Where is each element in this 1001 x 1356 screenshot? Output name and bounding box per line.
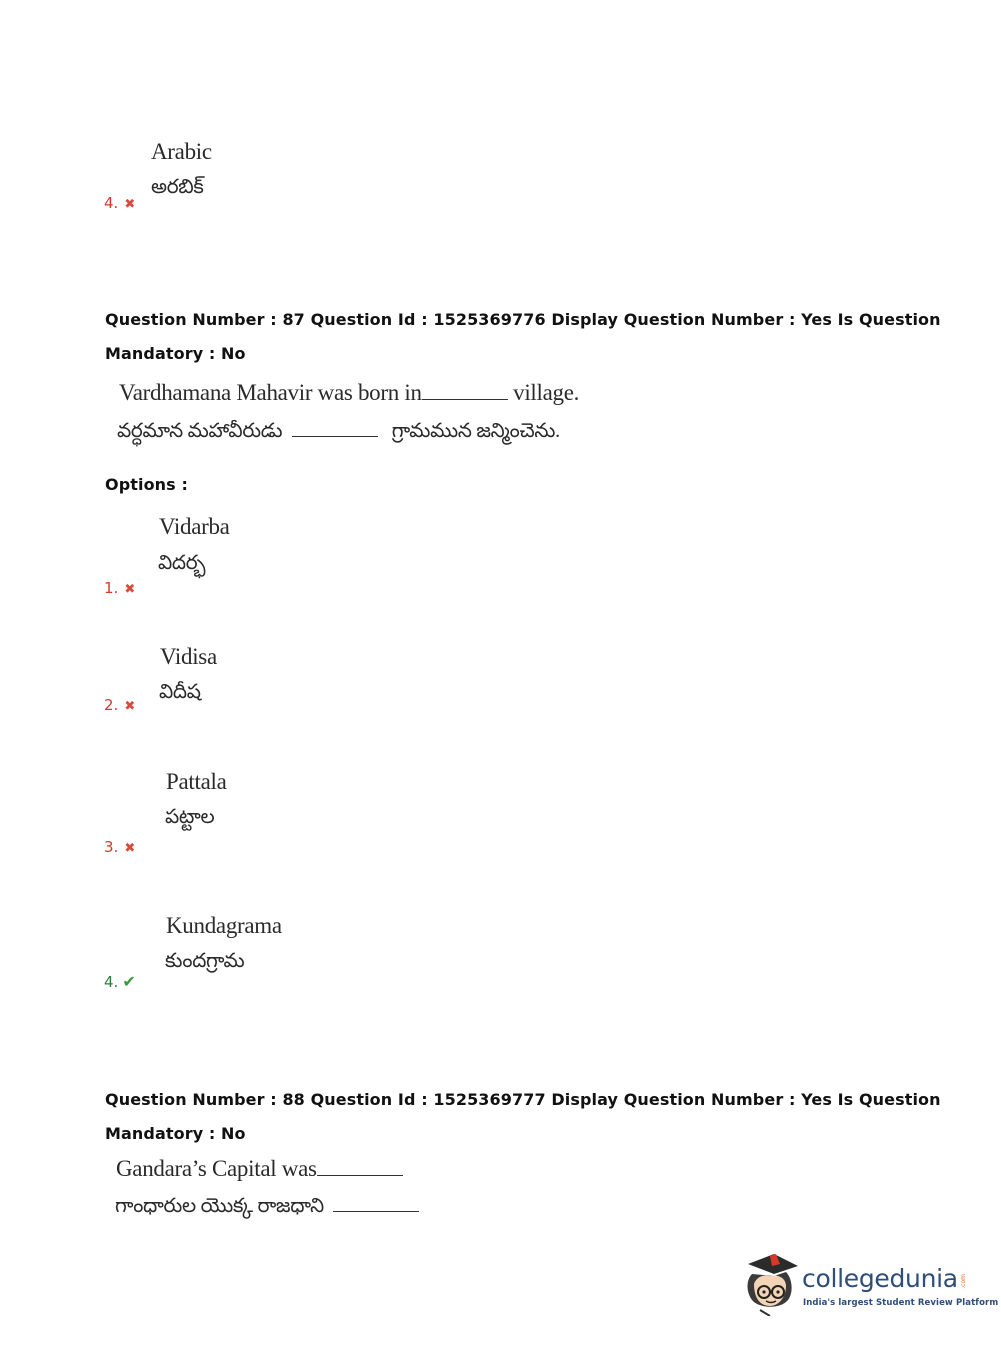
stem-text: village. xyxy=(513,380,580,405)
stem-text: Vardhamana Mahavir was born in xyxy=(119,380,422,405)
option-1-telugu: విదర్భ xyxy=(158,552,206,574)
option-4-english: Kundagrama xyxy=(166,913,282,938)
answer-blank xyxy=(317,1175,403,1176)
question-87-stem-telugu xyxy=(117,420,560,447)
question-88-header: Question Number : 88 Question Id : 1525369777 Display Question Number : Yes Is Question xyxy=(105,1090,941,1109)
prev-option-4-telugu: అరబిక్ xyxy=(151,176,204,198)
answer-blank xyxy=(422,399,508,400)
option-1-english: Vidarba xyxy=(159,514,230,539)
option-number: 1. xyxy=(104,579,119,597)
option-number: 2. xyxy=(104,696,119,714)
option-1-marker xyxy=(104,578,135,597)
option-4-telugu: కుందగ్రామ xyxy=(165,950,245,972)
option-2-english: Vidisa xyxy=(160,644,217,669)
logo-wordmark: collegedunia xyxy=(802,1264,958,1293)
option-number: 3. xyxy=(104,838,119,856)
cross-icon: ✖ xyxy=(124,197,136,212)
question-87-stem-english xyxy=(119,380,579,406)
question-88-stem-telugu xyxy=(115,1195,419,1222)
answer-blank xyxy=(333,1211,419,1212)
option-3-marker xyxy=(104,837,135,856)
mascot-icon xyxy=(740,1250,802,1316)
option-4-marker xyxy=(104,972,136,991)
collegedunia-logo xyxy=(740,1248,999,1320)
logo-tagline: India's largest Student Review Platform xyxy=(803,1298,999,1308)
stem-text: వర్ధమాన మహావీరుడు xyxy=(117,420,283,442)
option-number: 4. xyxy=(104,194,119,212)
question-88-stem-english xyxy=(116,1156,403,1182)
option-number: 4. xyxy=(104,973,119,991)
stem-text: గ్రామమున జన్మించెను. xyxy=(391,420,560,442)
option-2-telugu: విదీష xyxy=(159,681,201,703)
cross-icon: ✖ xyxy=(124,582,136,597)
option-2-marker xyxy=(104,695,135,714)
option-3-english: Pattala xyxy=(166,769,227,794)
prev-option-4-marker xyxy=(104,193,135,212)
check-icon: ✔ xyxy=(122,972,136,991)
stem-text: Gandara’s Capital was xyxy=(116,1156,317,1181)
cross-icon: ✖ xyxy=(124,841,136,856)
question-87-header: Question Number : 87 Question Id : 1525369776 Display Question Number : Yes Is Question xyxy=(105,310,941,329)
answer-blank xyxy=(292,436,378,437)
logo-suffix: .com xyxy=(960,1274,967,1289)
prev-option-4-english: Arabic xyxy=(151,139,212,164)
question-87-mandatory: Mandatory : No xyxy=(105,344,246,363)
options-label: Options : xyxy=(105,475,188,494)
question-88-mandatory: Mandatory : No xyxy=(105,1124,246,1143)
cross-icon: ✖ xyxy=(124,699,136,714)
stem-text: గాంధారుల యొక్క రాజధాని xyxy=(115,1195,324,1217)
option-3-telugu: పట్టాల xyxy=(165,806,215,828)
